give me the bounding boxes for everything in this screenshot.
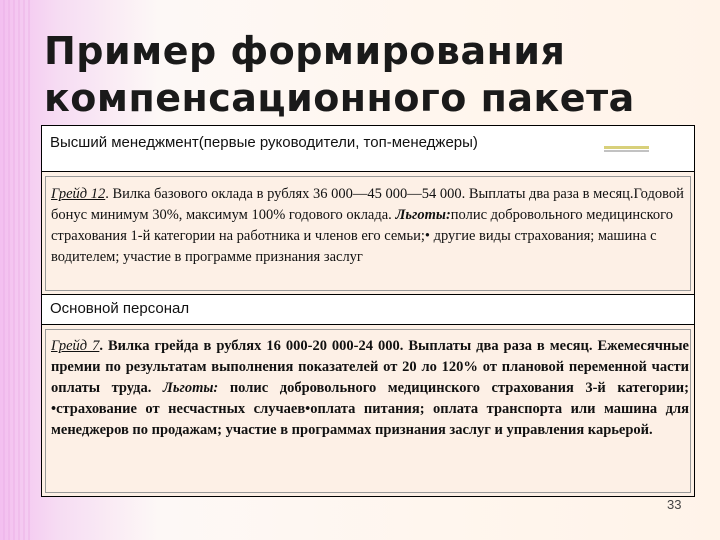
grade-12-benefits-label: Льготы: (395, 207, 451, 223)
grade-7-label: Грейд 7 (51, 338, 100, 354)
grade-7-text (51, 336, 689, 441)
decorative-vertical-lines (0, 0, 36, 540)
grade-12-salary-text: . Вилка базового оклада в рублях 36 000—45 000—54 000. Выплаты два раза в месяц.Годовой бонус минимум 30%, максимум 100% годового оклада. (51, 186, 684, 223)
grade-7-salary-text: . Вилка грейда в рублях 16 000-20 000-24 000. Выплаты два раза в месяц. Ежемесячные премии по результатам выполнения показателей от 20 ло 120% от плановой переменной части оплаты труда. (51, 338, 689, 396)
grade-12-benefits-text: полис добровольного медицинского страхования 1-й категории на работника и членов его семьи;• другие виды страхования; машина с водителем; участие в программе признания заслуг (51, 207, 673, 265)
top-management-header: Высший менеджмент(первые руководители, топ-менеджеры) (50, 134, 478, 151)
grade-12-label: Грейд 12 (51, 186, 106, 202)
grade-7-benefits-label: Льготы: (162, 380, 219, 396)
grade-7-cell (45, 329, 691, 493)
main-staff-header: Основной персонал (50, 300, 190, 317)
grade-7-row (42, 325, 694, 496)
grade-12-text (51, 184, 689, 268)
grade-7-benefits-text: полис добровольного медицинского страхования 3-й категории; •страхование от несчастных случаев•оплата питания; оплата транспорта или машина для менеджеров по продажам; участие в программах признания заслуг и управления карьерой. (51, 380, 689, 438)
grade-12-row (42, 172, 694, 295)
title-line-2: компенсационного пакета (44, 76, 635, 120)
title-line-1: Пример формирования (44, 29, 566, 73)
decorative-underline (604, 146, 649, 149)
grade-12-cell (45, 176, 691, 291)
main-staff-header-row (42, 295, 694, 325)
slide-title (44, 28, 684, 122)
compensation-table (41, 125, 695, 497)
top-management-header-row (42, 126, 694, 172)
decorative-underline-shadow (604, 150, 649, 152)
page-number: 33 (667, 497, 682, 512)
